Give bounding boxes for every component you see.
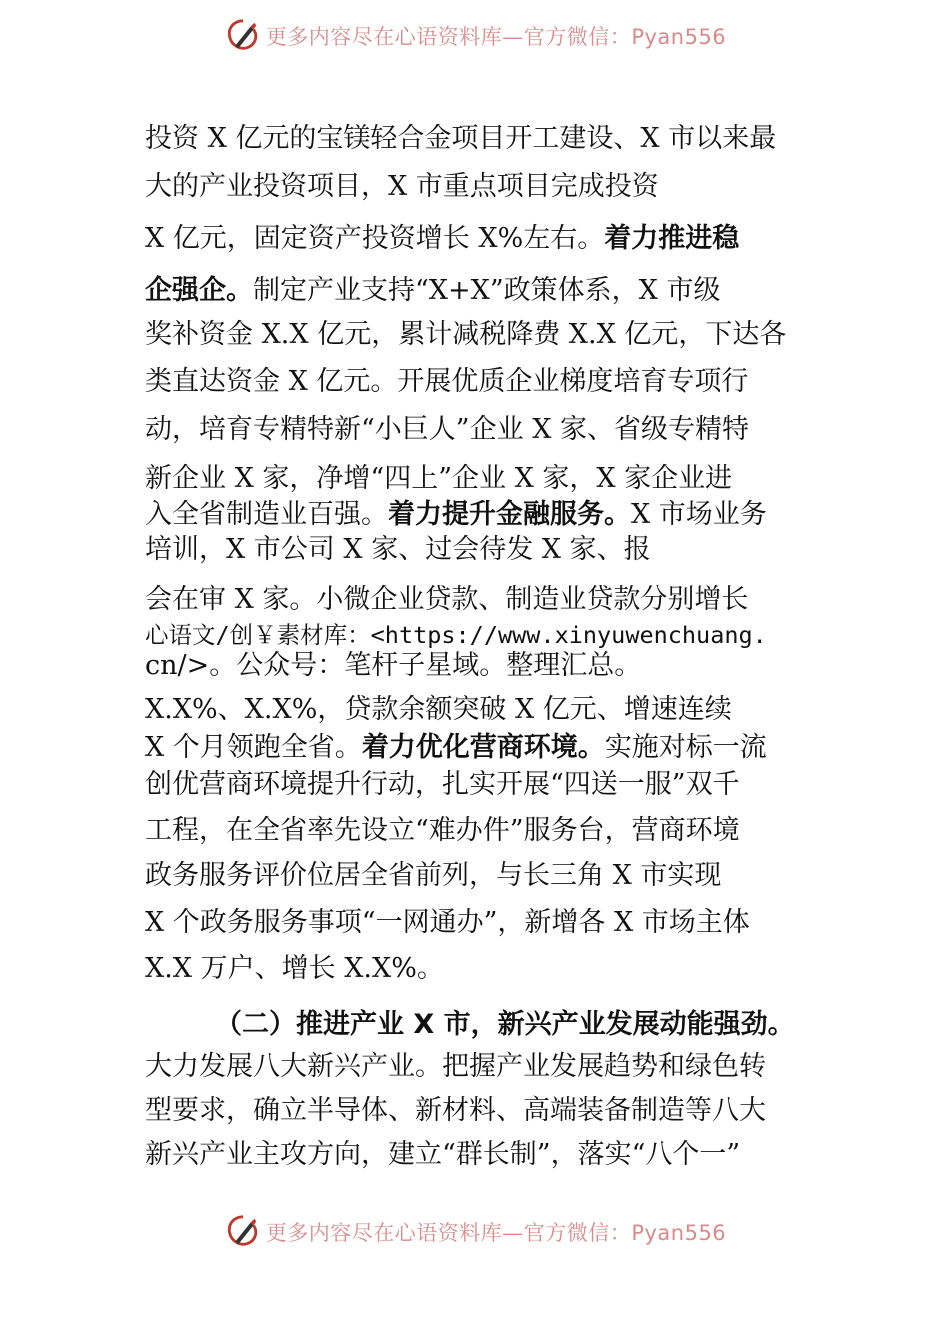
text-line: 政务服务评价位居全省前列，与长三角 X 市实现: [145, 860, 722, 891]
text-line: X 个月领跑全省。着力优化营商环境。实施对标一流: [145, 732, 767, 763]
footer-banner: [0, 1210, 950, 1254]
text-line: 大的产业投资项目，X 市重点项目完成投资: [145, 171, 659, 202]
banner-text: 更多内容尽在心语资料库—官方微信：: [265, 1221, 632, 1245]
bold-heading: 着力提升金融服务。: [388, 499, 631, 530]
text-line: X 亿元，固定资产投资增长 X%左右。着力推进稳: [145, 223, 740, 254]
text-line: 类直达资金 X 亿元。开展优质企业梯度培育专项行: [145, 366, 749, 397]
header-banner: [0, 14, 950, 58]
text-line: 投资 X 亿元的宝镁轻合金项目开工建设、X 市以来最: [145, 123, 777, 154]
text-line: 培训，X 市公司 X 家、过会待发 X 家、报: [145, 534, 651, 565]
text-line: 大力发展八大新兴产业。把握产业发展趋势和绿色转: [145, 1051, 766, 1082]
text-line: 型要求，确立半导体、新材料、高端装备制造等八大: [145, 1095, 766, 1126]
banner-text: 更多内容尽在心语资料库—官方微信：: [265, 25, 632, 49]
text-line: X.X%、X.X%，贷款余额突破 X 亿元、增速连续: [145, 694, 732, 725]
text-line: 工程，在全省率先设立“难办件”服务台，营商环境: [145, 815, 740, 846]
text-line: cn/>。公众号：笔杆子星域。整理汇总。: [145, 650, 642, 681]
text-line: 新企业 X 家，净增“四上”企业 X 家，X 家企业进: [145, 463, 733, 494]
text-line: 创优营商环境提升行动，扎实开展“四送一服”双千: [145, 769, 740, 800]
text-line: X.X 万户、增长 X.X%。: [145, 953, 444, 984]
source-note: 心语文/创￥素材库：<https://www.xinyuwenchuang.: [145, 621, 767, 649]
text-line: 动，培育专精特新“小巨人”企业 X 家、省级专精特: [145, 414, 749, 445]
pen-swirl-logo-icon: [224, 17, 262, 55]
wechat-account: Pyan556: [631, 1221, 727, 1245]
pen-swirl-logo-icon: [224, 1213, 262, 1251]
wechat-account: Pyan556: [631, 25, 727, 49]
text-line: X 个政务服务事项“一网通办”，新增各 X 市场主体: [145, 907, 750, 938]
bold-heading: 企强企。: [145, 275, 253, 306]
text-line: 新兴产业主攻方向，建立“群长制”，落实“八个一”: [145, 1139, 741, 1170]
text-line: 企强企。制定产业支持“X+X”政策体系，X 市级: [145, 275, 721, 306]
bold-heading: 着力优化营商环境。: [361, 732, 605, 763]
section-heading: （二）推进产业 X 市，新兴产业发展动能强劲。: [215, 1009, 795, 1040]
bold-heading: 着力推进稳: [604, 223, 740, 254]
text-line: 会在审 X 家。小微企业贷款、制造业贷款分别增长: [145, 584, 749, 615]
text-line: 奖补资金 X.X 亿元，累计减税降费 X.X 亿元，下达各: [145, 319, 787, 350]
text-line: 入全省制造业百强。着力提升金融服务。X 市场业务: [145, 499, 767, 530]
